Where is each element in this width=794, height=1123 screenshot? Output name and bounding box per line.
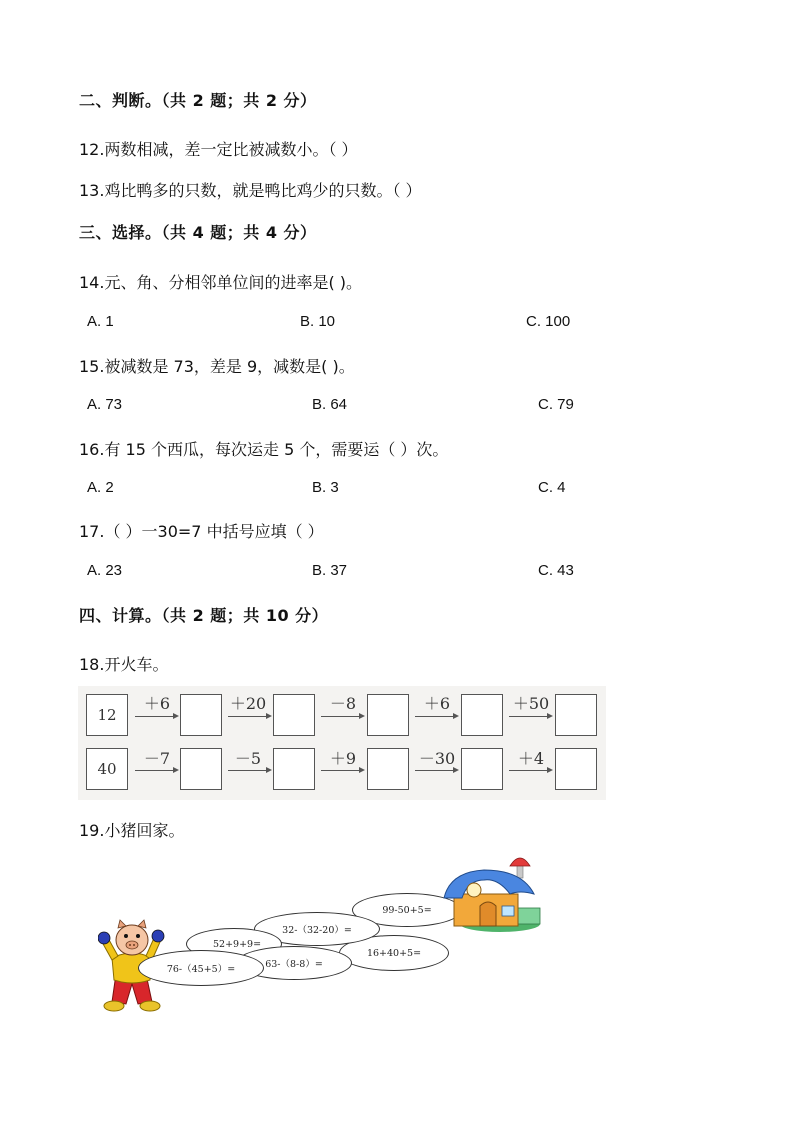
arrow-icon xyxy=(135,770,177,771)
train-answer-box[interactable] xyxy=(367,748,409,790)
q17-option-b: B. 37 xyxy=(312,562,348,579)
train-answer-box[interactable] xyxy=(273,694,315,736)
train-start-box-row1: 12 xyxy=(86,694,128,736)
question-16: 16.有 15 个西瓜，每次运走 5 个，需要运（ ）次。 xyxy=(79,440,449,459)
q15-option-c: C. 79 xyxy=(538,396,574,413)
question-18: 18.开火车。 xyxy=(79,655,169,674)
train-op-row1-5: ＋50 xyxy=(512,694,550,713)
section-heading-calc: 四、计算。（共 2 题；共 10 分） xyxy=(79,606,329,625)
train-answer-box[interactable] xyxy=(461,694,503,736)
arrow-icon xyxy=(135,716,177,717)
q17-option-a: A. 23 xyxy=(87,562,123,579)
train-figure xyxy=(78,686,606,800)
q16-option-a: A. 2 xyxy=(87,479,114,496)
arrow-icon xyxy=(321,770,363,771)
step-ellipse: 63-（8-8）= xyxy=(236,946,352,980)
train-op-row2-4: －30 xyxy=(418,749,456,768)
train-op-row2-5: ＋4 xyxy=(517,749,545,768)
arrow-icon xyxy=(415,770,457,771)
question-17: 17.（ ）一30=7 中括号应填（ ） xyxy=(79,522,324,541)
question-12: 12.两数相减，差一定比被减数小。（ ） xyxy=(79,140,358,159)
train-answer-box[interactable] xyxy=(555,694,597,736)
train-op-row2-1: －7 xyxy=(143,749,171,768)
question-13: 13.鸡比鸭多的只数，就是鸭比鸡少的只数。（ ） xyxy=(79,181,422,200)
question-14: 14.元、角、分相邻单位间的进率是( )。 xyxy=(79,273,363,292)
train-op-row1-3: －8 xyxy=(329,694,357,713)
train-answer-box[interactable] xyxy=(461,748,503,790)
section-heading-judge: 二、判断。（共 2 题；共 2 分） xyxy=(79,91,317,110)
q16-option-c: C. 4 xyxy=(538,479,566,496)
train-op-row2-2: －5 xyxy=(234,749,262,768)
q15-option-b: B. 64 xyxy=(312,396,348,413)
arrow-icon xyxy=(228,716,270,717)
arrow-icon xyxy=(415,716,457,717)
train-answer-box[interactable] xyxy=(367,694,409,736)
house-icon xyxy=(440,850,544,934)
train-op-row1-4: ＋6 xyxy=(423,694,451,713)
question-15: 15.被减数是 73，差是 9，减数是( )。 xyxy=(79,357,355,376)
q14-option-c: C. 100 xyxy=(526,313,571,330)
arrow-icon xyxy=(509,770,551,771)
arrow-icon xyxy=(509,716,551,717)
train-answer-box[interactable] xyxy=(180,694,222,736)
q15-option-a: A. 73 xyxy=(87,396,123,413)
step-ellipse: 32-（32-20）= xyxy=(254,912,380,946)
train-start-box-row2: 40 xyxy=(86,748,128,790)
train-answer-box[interactable] xyxy=(180,748,222,790)
arrow-icon xyxy=(321,716,363,717)
q14-option-a: A. 1 xyxy=(87,313,114,330)
step-ellipse: 16+40+5= xyxy=(339,935,449,971)
question-19: 19.小猪回家。 xyxy=(79,821,185,840)
q16-option-b: B. 3 xyxy=(312,479,339,496)
arrow-icon xyxy=(228,770,270,771)
train-op-row1-2: ＋20 xyxy=(229,694,267,713)
train-answer-box[interactable] xyxy=(555,748,597,790)
train-op-row2-3: ＋9 xyxy=(329,749,357,768)
q17-option-c: C. 43 xyxy=(538,562,574,579)
step-ellipse: 99-50+5= xyxy=(352,893,462,927)
q14-option-b: B. 10 xyxy=(300,313,336,330)
step-ellipse: 52+9+9= xyxy=(186,928,282,960)
section-heading-choice: 三、选择。（共 4 题；共 4 分） xyxy=(79,223,317,242)
train-answer-box[interactable] xyxy=(273,748,315,790)
train-op-row1-1: ＋6 xyxy=(143,694,171,713)
step-ellipse: 76-（45+5）= xyxy=(138,950,264,986)
